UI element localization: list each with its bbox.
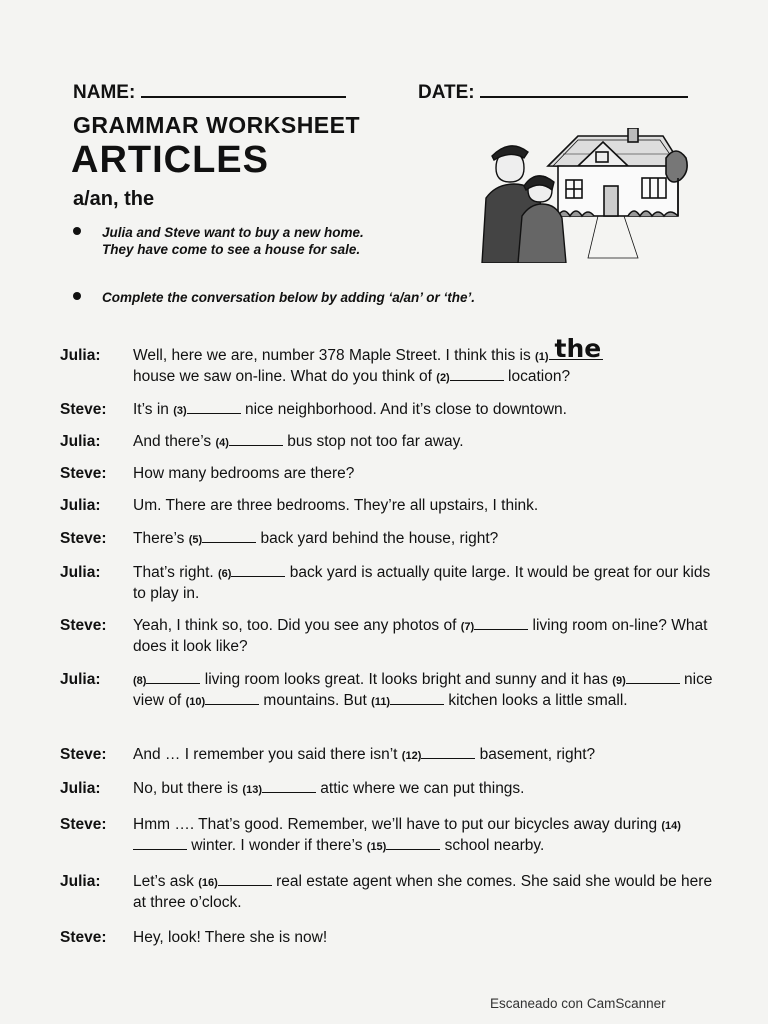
date-line [480,80,688,98]
speech-segment: And there’s [133,433,216,450]
date-field [418,80,688,104]
speech-segment: winter. I wonder if there’s [187,837,367,854]
blank-number: (8) [133,675,147,687]
answer-blank[interactable] [218,872,272,886]
speech-segment: location? [503,368,571,385]
blank-number: (14) [661,820,681,832]
speech-segment: nice neighborhood. And it’s close to downtown. [240,401,567,418]
blank-number: (10) [185,696,206,708]
dialogue-line [60,400,720,421]
dialogue-line [60,670,720,712]
speech-segment: kitchen looks a little small. [444,692,628,709]
house-couple-illustration [478,128,690,263]
answer-blank[interactable] [133,836,187,850]
answer-blank[interactable] [202,529,256,543]
name-label: NAME: [73,82,136,103]
instruction-text: Complete the conversation below by adding ‘a/an’ or ‘the’. [102,290,476,305]
speech-segment: mountains. But [259,692,372,709]
answer-blank[interactable] [421,745,475,759]
speech-segment: school nearby. [440,837,545,854]
dialogue-line [60,529,720,550]
date-label: DATE: [418,82,475,103]
dialogue-line [60,563,720,604]
instruction-bullet [73,224,373,258]
bullet-dot-icon [73,227,81,235]
speech-segment: back yard behind the house, right? [256,530,499,547]
blank-number: (12) [401,750,422,762]
worksheet-title: ARTICLES [71,139,269,181]
blank-number: (3) [173,405,187,417]
speech-segment: There’s [133,530,189,547]
blank-number: (13) [242,784,262,796]
articles-heading: a/an, the [73,188,155,210]
answer-blank[interactable] [474,616,528,630]
speech-segment: Yeah, I think so, too. Did you see any photos of [133,617,461,634]
speech-text [133,815,720,857]
dialogue-line [60,745,720,766]
blank-number: (6) [218,568,232,580]
answer-blank[interactable] [262,779,316,793]
dialogue-line [60,616,720,657]
speech-segment: real estate agent when she comes. She said she would be here at three o’clock. [133,873,713,911]
speech-segment: basement, right? [475,746,596,763]
speech-segment: living room on-line? What does it look like? [133,617,708,655]
speaker-name: Steve: [60,530,107,547]
scanner-watermark: Escaneado con CamScanner [490,996,666,1011]
speech-text [133,432,720,453]
answer-blank[interactable] [626,670,680,684]
speech-segment: It’s in [133,401,174,418]
speech-text [133,400,720,421]
speech-text: Hey, look! There she is now! [133,929,328,946]
answer-blank[interactable] [187,400,241,414]
speech-segment: living room looks great. It looks bright and sunny and it has [200,671,613,688]
answer-blank[interactable] [229,432,283,446]
instruction-text: Julia and Steve want to buy a new home. They have come to see a house for sale. [102,225,364,257]
speech-text [133,670,720,712]
speech-segment: Well, here we are, number 378 Maple Street. I think this is [133,347,536,364]
name-line [141,80,346,98]
blank-number: (1) [535,351,549,363]
name-field [73,80,346,104]
worksheet-subtitle: GRAMMAR WORKSHEET [73,112,361,138]
handwritten-answer: the [554,334,602,363]
bullet-dot-icon [73,292,81,300]
speech-text [133,872,720,913]
speaker-name: Julia: [60,873,101,890]
speech-text [133,745,720,766]
speaker-name: Steve: [60,465,107,482]
speech-segment: No, but there is [133,780,243,797]
speech-text [133,334,720,388]
answer-blank[interactable] [205,691,259,705]
speech-segment: house we saw on-line. What do you think of [133,368,437,385]
dialogue-line [60,815,720,857]
answer-blank[interactable] [390,691,444,705]
speaker-name: Steve: [60,401,107,418]
speech-segment: nice view of [133,671,713,709]
speech-segment: Let’s ask [133,873,199,890]
speaker-name: Julia: [60,433,101,450]
dialogue-line [60,779,720,800]
answer-blank[interactable] [386,836,440,850]
answer-blank[interactable] [549,334,603,363]
speaker-name: Julia: [60,497,101,514]
speaker-name: Steve: [60,929,107,946]
speech-text [133,779,720,800]
speech-text [133,616,720,657]
speech-text [133,563,720,604]
instruction-bullet [73,289,593,306]
blank-number: (16) [198,877,218,889]
dialogue-line [60,496,720,516]
speaker-name: Steve: [60,746,107,763]
answer-blank[interactable] [450,367,504,381]
speaker-name: Julia: [60,564,101,581]
dialogue-line [60,334,720,388]
speech-text: Um. There are three bedrooms. They’re all upstairs, I think. [133,497,539,514]
answer-blank[interactable] [231,563,285,577]
blank-number: (11) [371,696,391,708]
speech-segment: Hmm …. That’s good. Remember, we’ll have to put our bicycles away during [133,816,662,833]
blank-number: (9) [612,675,626,687]
speaker-name: Steve: [60,816,107,833]
blank-number: (2) [436,372,450,384]
speech-segment: bus stop not too far away. [282,433,464,450]
answer-blank[interactable] [146,670,200,684]
speaker-name: Julia: [60,780,101,797]
speech-segment: And … I remember you said there isn’t [133,746,402,763]
speech-segment: back yard is actually quite large. It would be great for our kids to play in. [133,564,711,602]
speech-text [133,529,720,550]
speaker-name: Julia: [60,671,101,688]
dialogue-line [60,928,720,948]
dialogue-line [60,872,720,913]
speech-segment: That’s right. [133,564,219,581]
blank-number: (7) [460,621,475,633]
speech-text: How many bedrooms are there? [133,465,355,482]
speaker-name: Julia: [60,347,101,364]
blank-number: (5) [188,534,203,546]
dialogue-line [60,432,720,453]
dialogue-line [60,464,720,484]
blank-number: (4) [215,437,229,449]
speech-segment: attic where we can put things. [315,780,525,797]
speaker-name: Steve: [60,617,107,634]
blank-number: (15) [366,841,387,853]
